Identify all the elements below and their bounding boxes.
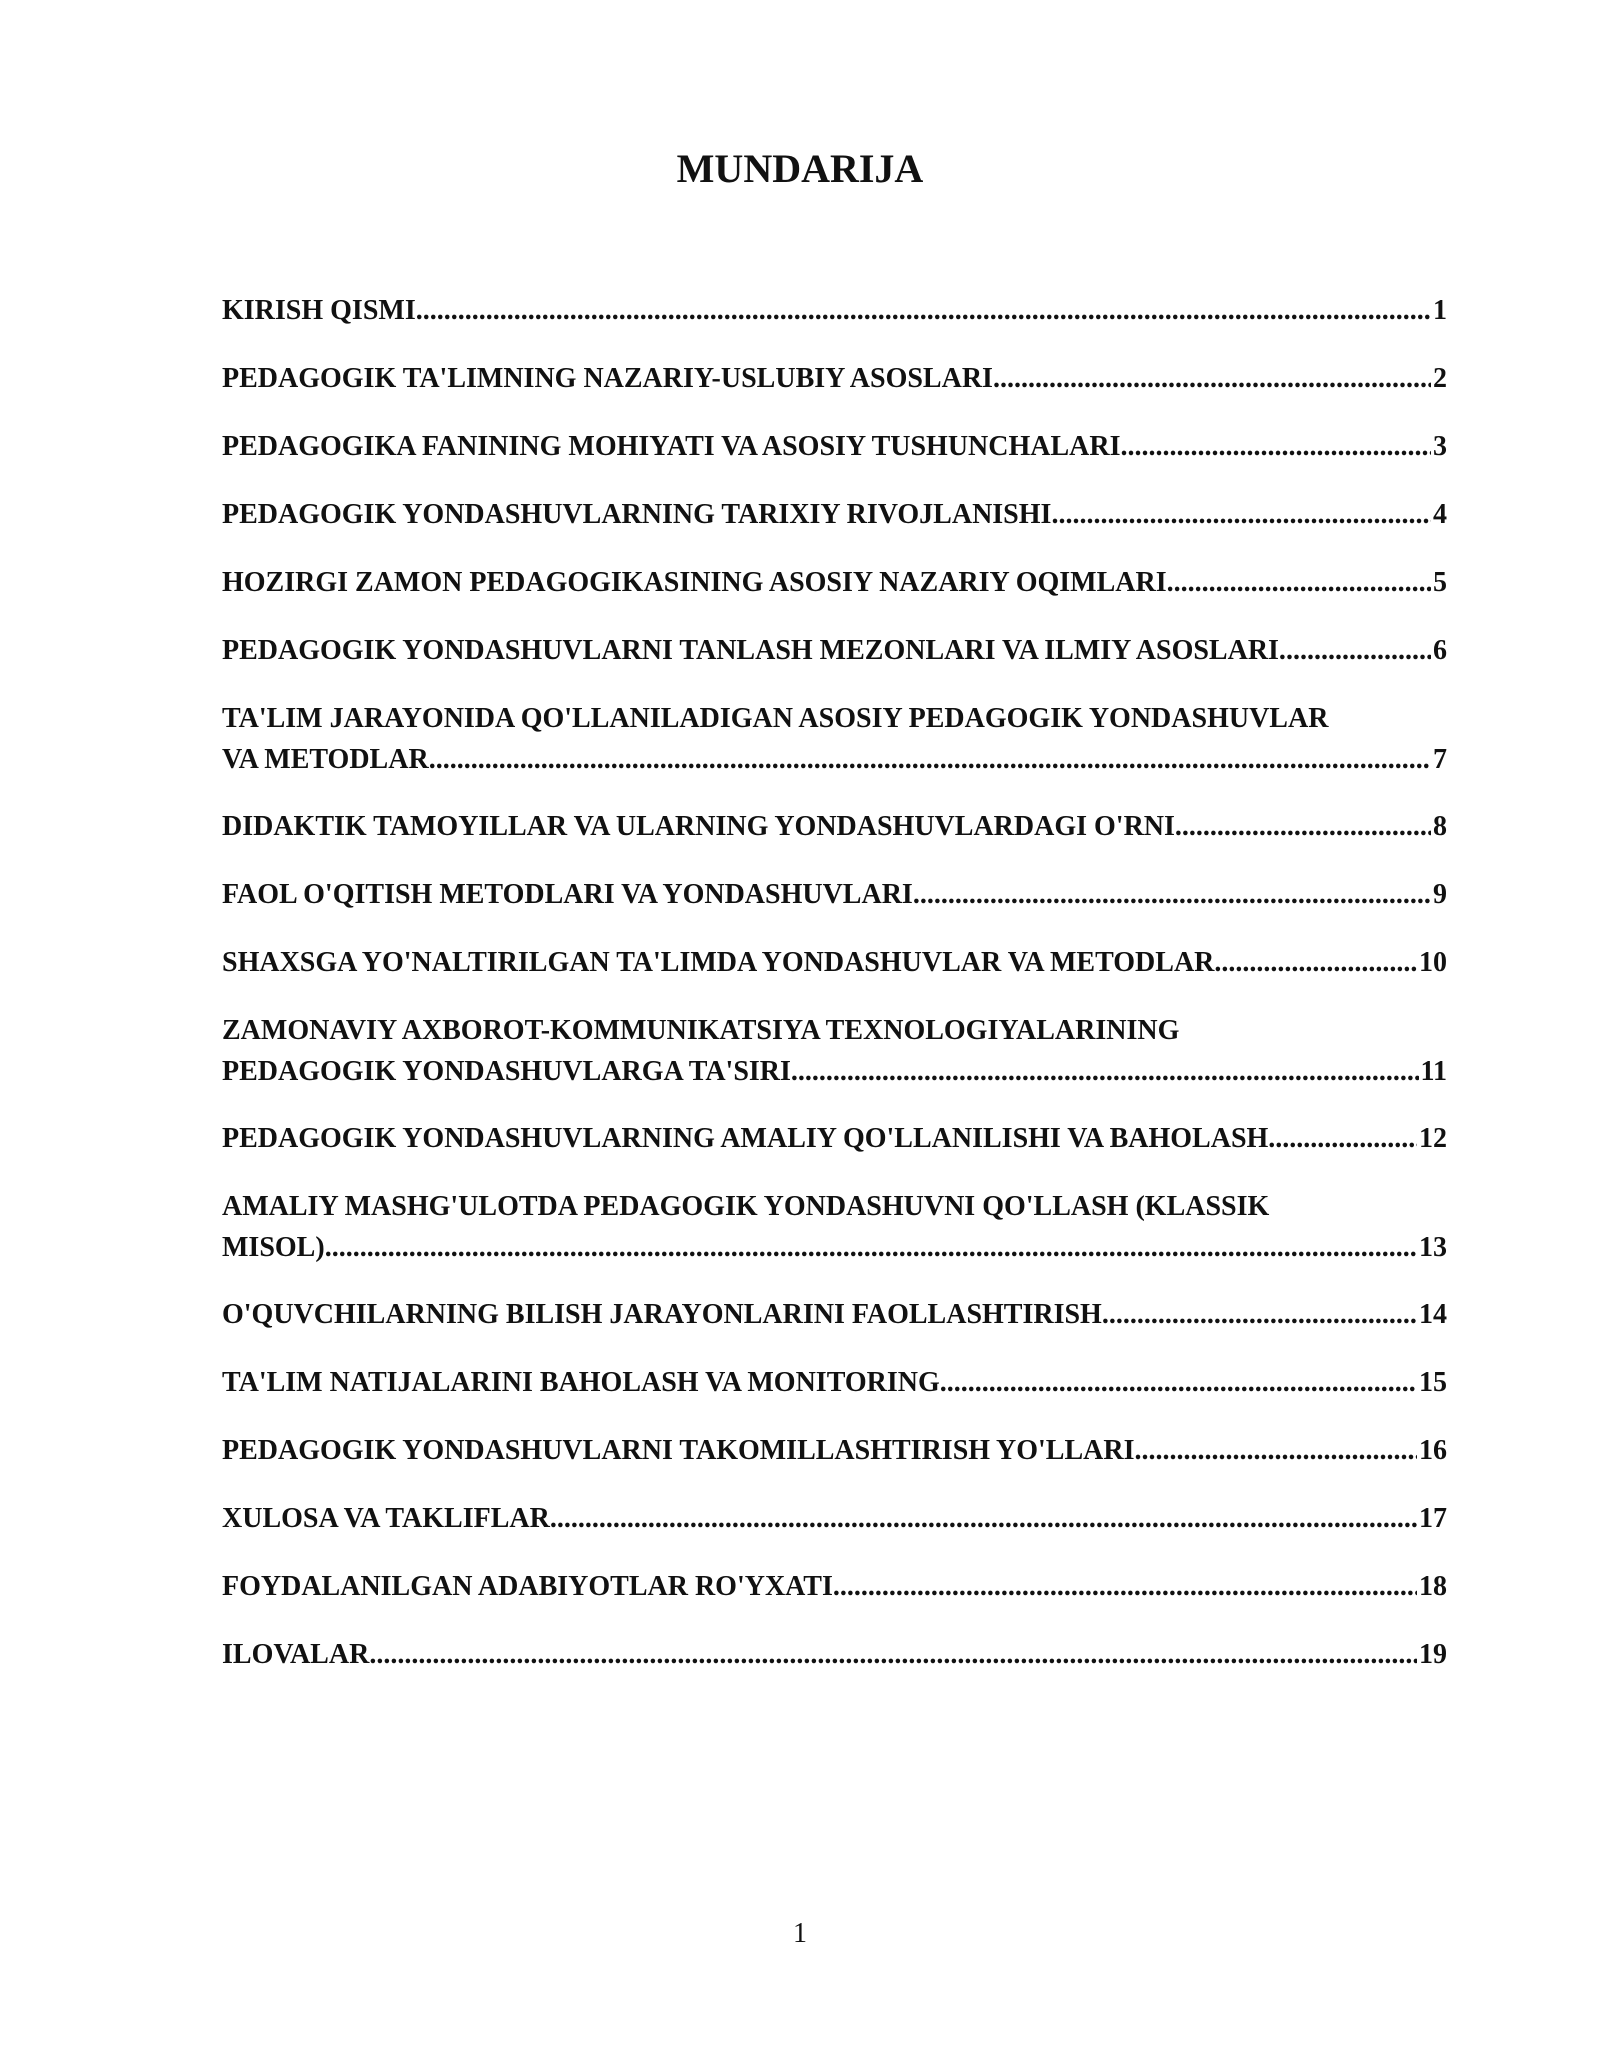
dot-leader xyxy=(913,874,1431,915)
dot-leader xyxy=(416,290,1431,331)
toc-entry[interactable] xyxy=(222,806,1447,847)
toc-page-number: 7 xyxy=(1433,744,1447,775)
toc-entry-title: ILOVALAR xyxy=(222,1639,370,1670)
toc-page-number: 1 xyxy=(1433,295,1447,326)
dot-leader xyxy=(791,1051,1419,1092)
toc-entry-title: PEDAGOGIK YONDASHUVLARNI TAKOMILLASHTIRISH YO'LLARI xyxy=(222,1435,1135,1466)
toc-entry-title: DIDAKTIK TAMOYILLAR VA ULARNING YONDASHUVLARDAGI O'RNI xyxy=(222,811,1175,842)
dot-leader xyxy=(1214,942,1417,983)
toc-page-number: 4 xyxy=(1433,499,1447,530)
toc-entry[interactable] xyxy=(222,1118,1447,1159)
toc-entry-title-line1: TA'LIM JARAYONIDA QO'LLANILADIGAN ASOSIY PEDAGOGIK YONDASHUVLAR xyxy=(222,703,1329,734)
toc-page-number: 19 xyxy=(1419,1639,1447,1670)
toc-entry[interactable] xyxy=(222,874,1447,915)
toc-page-number: 16 xyxy=(1419,1435,1447,1466)
toc-entry-title: XULOSA VA TAKLIFLAR xyxy=(222,1503,550,1534)
toc-page-number: 14 xyxy=(1419,1299,1447,1330)
toc-entry[interactable] xyxy=(222,1430,1447,1471)
page-title: MUNDARIJA xyxy=(676,146,924,191)
toc-entry[interactable] xyxy=(222,562,1447,603)
toc-page-number: 12 xyxy=(1419,1123,1447,1154)
toc-page-number: 9 xyxy=(1433,879,1447,910)
toc-page-number: 15 xyxy=(1419,1367,1447,1398)
dot-leader xyxy=(833,1566,1417,1607)
toc-entry-title-line1: AMALIY MASHG'ULOTDA PEDAGOGIK YONDASHUVNI QO'LLASH (KLASSIK xyxy=(222,1191,1270,1222)
toc-entry[interactable] xyxy=(222,1362,1447,1403)
dot-leader xyxy=(993,358,1431,399)
toc-entry-title: HOZIRGI ZAMON PEDAGOGIKASINING ASOSIY NAZARIY OQIMLARI xyxy=(222,567,1167,598)
toc-entry-title: VA METODLAR xyxy=(222,744,429,775)
toc-page-number: 17 xyxy=(1419,1503,1447,1534)
dot-leader xyxy=(325,1227,1417,1268)
toc-entry[interactable] xyxy=(222,1294,1447,1335)
toc-page-number: 10 xyxy=(1419,947,1447,978)
toc-entry[interactable] xyxy=(222,698,1447,780)
dot-leader xyxy=(1121,426,1431,467)
toc-entry-title: FOYDALANILGAN ADABIYOTLAR RO'YXATI xyxy=(222,1571,833,1602)
toc-entry-title: O'QUVCHILARNING BILISH JARAYONLARINI FAOLLASHTIRISH xyxy=(222,1299,1102,1330)
toc-page-number: 13 xyxy=(1419,1232,1447,1263)
toc-entry-title: MISOL) xyxy=(222,1232,325,1263)
toc-entry-title: SHAXSGA YO'NALTIRILGAN TA'LIMDA YONDASHUVLAR VA METODLAR xyxy=(222,947,1215,978)
dot-leader xyxy=(1051,494,1431,535)
toc-entry[interactable] xyxy=(222,630,1447,671)
toc-page-number: 8 xyxy=(1433,811,1447,842)
table-of-contents xyxy=(222,290,1447,1702)
dot-leader xyxy=(1286,630,1431,671)
toc-page-number: 3 xyxy=(1433,431,1447,462)
dot-leader xyxy=(550,1498,1417,1539)
toc-page-number: 2 xyxy=(1433,363,1447,394)
toc-entry-title: PEDAGOGIK YONDASHUVLARNI TANLASH MEZONLARI VA ILMIY ASOSLARI. xyxy=(222,635,1286,666)
page-number-footer: 1 xyxy=(793,1918,807,1949)
toc-entry-title: TA'LIM NATIJALARINI BAHOLASH VA MONITORING xyxy=(222,1367,940,1398)
toc-entry[interactable] xyxy=(222,290,1447,331)
toc-entry[interactable] xyxy=(222,1566,1447,1607)
toc-entry-title: FAOL O'QITISH METODLARI VA YONDASHUVLARI xyxy=(222,879,913,910)
dot-leader xyxy=(429,739,1431,780)
toc-entry-title: PEDAGOGIK YONDASHUVLARNING TARIXIY RIVOJLANISHI xyxy=(222,499,1052,530)
toc-entry[interactable] xyxy=(222,1186,1447,1268)
toc-entry[interactable] xyxy=(222,1634,1447,1675)
toc-page-number: 11 xyxy=(1420,1056,1447,1087)
toc-entry[interactable] xyxy=(222,1498,1447,1539)
toc-page-number: 18 xyxy=(1419,1571,1447,1602)
toc-page-number: 6 xyxy=(1433,635,1447,666)
dot-leader xyxy=(940,1362,1417,1403)
toc-entry-title: KIRISH QISMI xyxy=(222,295,416,326)
toc-entry[interactable] xyxy=(222,1010,1447,1092)
dot-leader xyxy=(1275,1118,1417,1159)
toc-entry-title: PEDAGOGIK YONDASHUVLARNING AMALIY QO'LLANILISHI VA BAHOLASH. xyxy=(222,1123,1276,1154)
dot-leader xyxy=(1102,1294,1417,1335)
dot-leader xyxy=(1134,1430,1417,1471)
dot-leader xyxy=(369,1634,1417,1675)
dot-leader xyxy=(1175,806,1431,847)
toc-entry-title: PEDAGOGIKA FANINING MOHIYATI VA ASOSIY TUSHUNCHALARI xyxy=(222,431,1121,462)
toc-entry-title: PEDAGOGIK TA'LIMNING NAZARIY-USLUBIY ASOSLARI xyxy=(222,363,993,394)
toc-entry[interactable] xyxy=(222,942,1447,983)
toc-entry-title: PEDAGOGIK YONDASHUVLARGA TA'SIRI xyxy=(222,1056,791,1087)
toc-entry[interactable] xyxy=(222,494,1447,535)
toc-entry[interactable] xyxy=(222,358,1447,399)
dot-leader xyxy=(1167,562,1431,603)
toc-entry[interactable] xyxy=(222,426,1447,467)
toc-page-number: 5 xyxy=(1433,567,1447,598)
toc-entry-title-line1: ZAMONAVIY AXBOROT-KOMMUNIKATSIYA TEXNOLOGIYALARINING xyxy=(222,1015,1180,1046)
